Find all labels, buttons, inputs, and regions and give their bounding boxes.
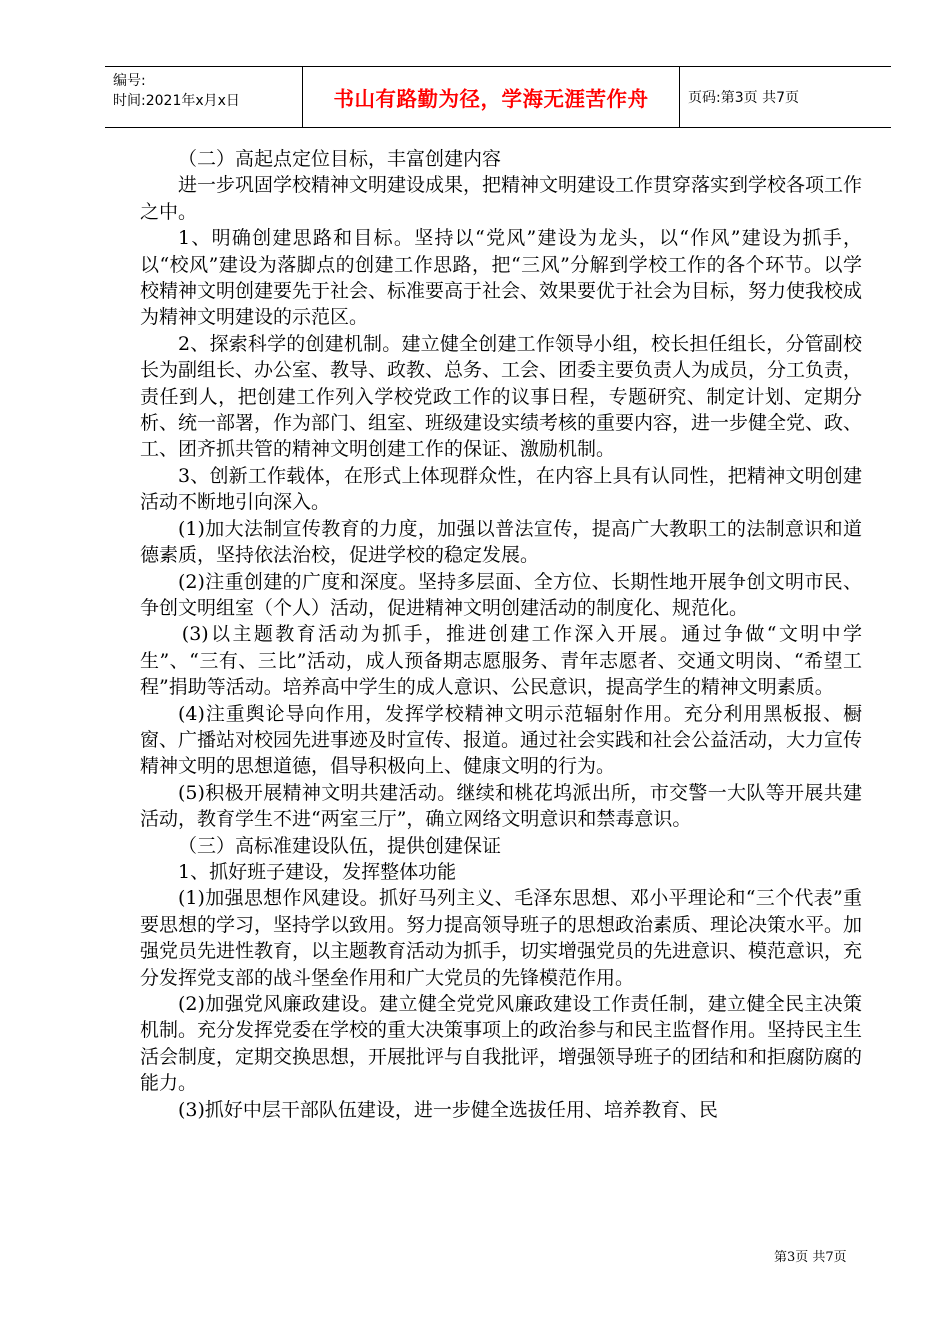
paragraph: 2、探索科学的创建机制。建立健全创建工作领导小组，校长担任组长，分管副校长为副组长、办公室、教导、政教、总务、工会、团委主要负责人为成员，分工负责，责任到人，把创建工作列入学校党政工作的议事日程，专题研究、制定计划、定期分析、统一部署，作为部门、组室、班级建设实绩考核的重要内容，进一步健全党、政、工、团齐抓共管的精神文明创建工作的保证、激励机制。 (140, 332, 863, 461)
subsection-heading: 1、抓好班子建设，发挥整体功能 (178, 860, 457, 883)
section-heading: （三）高标准建设队伍，提供创建保证 (178, 834, 502, 857)
header-motto: 书山有路勤为径，学海无涯苦作舟 (303, 67, 680, 127)
paragraph: 1、明确创建思路和目标。坚持以“党风”建设为龙头，以“作风”建设为抓手，以“校风”建设为落脚点的创建工作思路，把“三风”分解到学校工作的各个环节。以学校精神文明创建要先于社会、标准要高于社会、效果要优于社会为目标，努力使我校成为精神文明建设的示范区。 (140, 227, 863, 329)
page-header (105, 66, 891, 128)
paragraph: 3、创新工作载体，在形式上体现群众性，在内容上具有认同性，把精神文明创建活动不断地引向深入。 (140, 464, 862, 514)
paragraph: (1)加大法制宣传教育的力度，加强以普法宣传，提高广大教职工的法制意识和道德素质，坚持依法治校，促进学校的稳定发展。 (140, 517, 862, 567)
paragraph: (4)注重舆论导向作用，发挥学校精神文明示范辐射作用。充分利用黑板报、橱窗、广播站对校园先进事迹及时宣传、报道。通过社会实践和社会公益活动，大力宣传精神文明的思想道德，倡导积极向上、健康文明的行为。 (140, 702, 863, 778)
header-page-number: 页码:第3页 共7页 (688, 90, 799, 106)
section-heading: （二）高起点定位目标，丰富创建内容 (178, 148, 502, 170)
header-meta (105, 67, 303, 127)
paragraph: (2)注重创建的广度和深度。坚持多层面、全方位、长期性地开展争创文明市民、争创文明组室（个人）活动，促进精神文明创建活动的制度化、规范化。 (140, 570, 862, 619)
paragraph: (2)加强党风廉政建设。建立健全党党风廉政建设工作责任制，建立健全民主决策机制。充分发挥党委在学校的重大决策事项上的政治参与和民主监督作用。坚持民主生活会制度，定期交换思想，开展批评与自我批评，增强领导班子的团结和和拒腐防腐的能力。 (140, 993, 863, 1095)
paragraph: 进一步巩固学校精神文明建设成果，把精神文明建设工作贯穿落实到学校各项工作之中。 (140, 174, 863, 223)
paragraph: (5)积极开展精神文明共建活动。继续和桃花坞派出所，市交警一大队等开展共建活动，教育学生不进“两室三厅”，确立网络文明意识和禁毒意识。 (140, 781, 862, 831)
document-body (140, 146, 862, 1123)
page-footer-number: 第3页 共7页 (774, 1250, 847, 1265)
document-time-label: 时间:2021年x月x日 (113, 93, 240, 109)
document-number-label: 编号: (113, 73, 146, 89)
paragraph: (3)以主题教育活动为抓手，推进创建工作深入开展。通过争做“文明中学生”、“三有、三比”活动，成人预备期志愿服务、青年志愿者、交通文明岗、“希望工程”捐助等活动。培养高中学生的成人意识、公民意识，提高学生的精神文明素质。 (140, 623, 862, 699)
paragraph: (1)加强思想作风建设。抓好马列主义、毛泽东思想、邓小平理论和“三个代表”重要思想的学习，坚持学以致用。努力提高领导班子的思想政治素质、理论决策水平。加强党员先进性教育，以主题教育活动为抓手，切实增强党员的先进意识、模范意识，充分发挥党支部的战斗堡垒作用和广大党员的先锋模范作用。 (140, 887, 863, 989)
paragraph: (3)抓好中层干部队伍建设，进一步健全选拔任用、培养教育、民 (178, 1098, 718, 1121)
